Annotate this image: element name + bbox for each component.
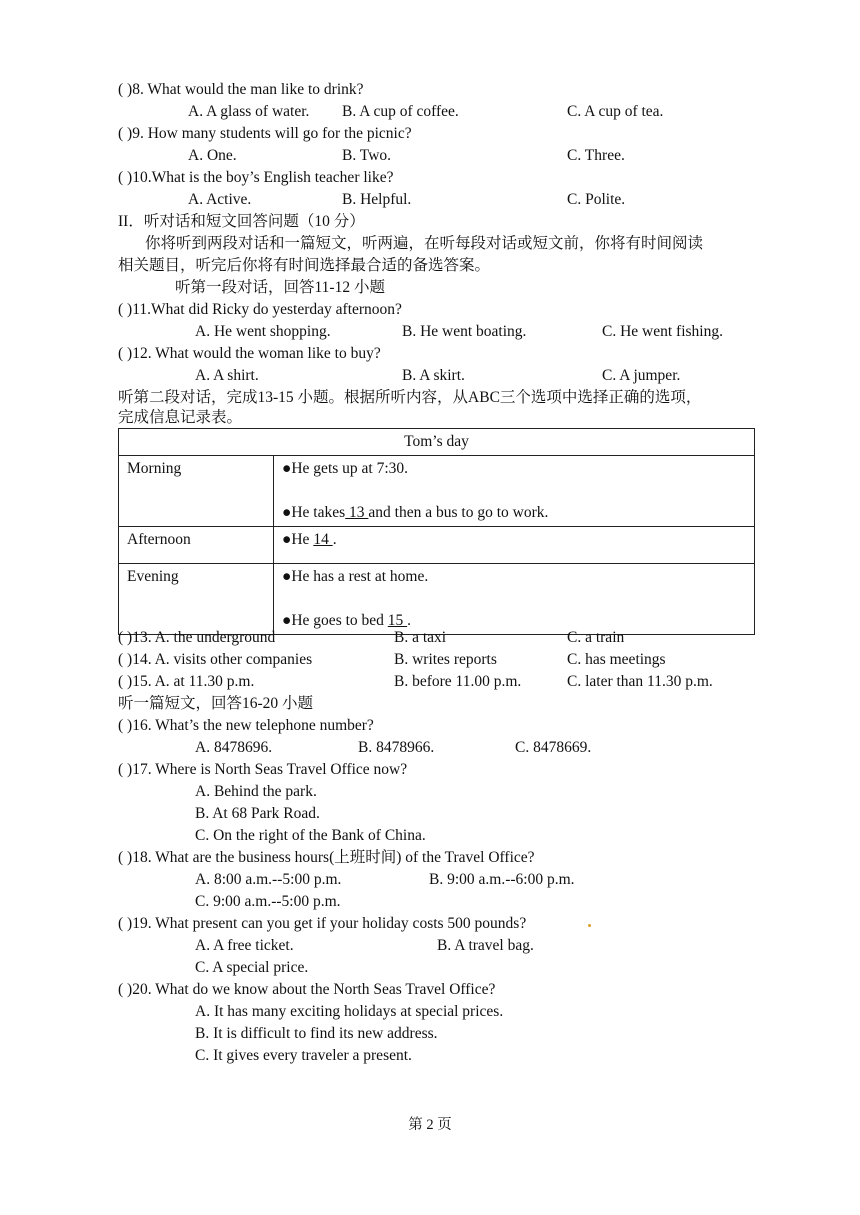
evening-line-1: ●He has a rest at home. xyxy=(282,568,429,585)
morning-cell xyxy=(274,456,755,527)
afternoon-cell xyxy=(274,527,755,564)
q14-option-c: C. has meetings xyxy=(567,651,666,668)
question-11: ( )11.What did Ricky do yesterday afternoon? xyxy=(118,301,402,318)
question-17: ( )17. Where is North Seas Travel Office now? xyxy=(118,761,408,778)
blank-15: 15 xyxy=(387,612,408,629)
q18-option-b: B. 9:00 a.m.--6:00 p.m. xyxy=(429,871,575,888)
row-label-morning: Morning xyxy=(119,456,274,527)
question-10: ( )10.What is the boy’s English teacher like? xyxy=(118,169,394,186)
morning-text: ●He takes xyxy=(282,504,346,521)
q19-option-c: C. A special price. xyxy=(195,959,309,976)
q16-option-a: A. 8478696. xyxy=(195,739,273,756)
mark-dot xyxy=(588,924,591,927)
part-2-heading-1: 听第二段对话，完成13-15 小题。根据所听内容，从ABC三个选项中选择正确的选项， xyxy=(118,389,702,406)
q20-option-b: B. It is difficult to find its new address. xyxy=(195,1025,438,1042)
q8-option-b: B. A cup of coffee. xyxy=(342,103,459,120)
question-20: ( )20. What do we know about the North Seas Travel Office? xyxy=(118,981,496,998)
table-title: Tom’s day xyxy=(119,429,755,456)
part-1-heading: 听第一段对话，回答11-12 小题 xyxy=(175,279,385,296)
q17-option-b: B. At 68 Park Road. xyxy=(195,805,320,822)
q16-option-c: C. 8478669. xyxy=(515,739,592,756)
q9-option-c: C. Three. xyxy=(567,147,625,164)
question-14: ( )14. A. visits other companies xyxy=(118,651,313,668)
afternoon-text: ●He xyxy=(282,531,314,548)
q10-option-c: C. Polite. xyxy=(567,191,626,208)
q18-option-a: A. 8:00 a.m.--5:00 p.m. xyxy=(195,871,342,888)
q11-option-b: B. He went boating. xyxy=(402,323,527,340)
row-label-evening: Evening xyxy=(119,564,274,635)
tom-day-table xyxy=(118,428,755,635)
blank-14: 14 xyxy=(313,531,333,548)
question-18: ( )18. What are the business hours(上班时间) of the Travel Office? xyxy=(118,849,535,866)
part-3-heading: 听一篇短文，回答16-20 小题 xyxy=(118,695,314,712)
blank-13: 13 xyxy=(345,504,369,521)
q11-option-a: A. He went shopping. xyxy=(195,323,331,340)
q8-option-c: C. A cup of tea. xyxy=(567,103,664,120)
q13-option-c: C. a train xyxy=(567,629,625,646)
q20-option-a: A. It has many exciting holidays at special prices. xyxy=(195,1003,504,1020)
q11-option-c: C. He went fishing. xyxy=(602,323,723,340)
question-19: ( )19. What present can you get if your holiday costs 500 pounds? xyxy=(118,915,527,932)
q8-option-a: A. A glass of water. xyxy=(188,103,310,120)
q18-option-c: C. 9:00 a.m.--5:00 p.m. xyxy=(195,893,341,910)
q14-option-b: B. writes reports xyxy=(394,651,497,668)
q17-option-a: A. Behind the park. xyxy=(195,783,317,800)
question-9: ( )9. How many students will go for the picnic? xyxy=(118,125,412,142)
q16-option-b: B. 8478966. xyxy=(358,739,435,756)
morning-line-1: ●He gets up at 7:30. xyxy=(282,460,409,477)
q12-option-a: A. A shirt. xyxy=(195,367,259,384)
section-2-instructions-2: 相关题目，听完后你将有时间选择最合适的备选答案。 xyxy=(118,257,491,274)
q15-option-c: C. later than 11.30 p.m. xyxy=(567,673,713,690)
q13-option-b: B. a taxi xyxy=(394,629,447,646)
q10-option-b: B. Helpful. xyxy=(342,191,412,208)
q12-option-c: C. A jumper. xyxy=(602,367,681,384)
afternoon-text-end: . xyxy=(332,531,337,548)
q17-option-c: C. On the right of the Bank of China. xyxy=(195,827,426,844)
section-2-title: II．听对话和短文回答问题（10 分） xyxy=(118,213,365,230)
question-13: ( )13. A. the underground xyxy=(118,629,276,646)
part-2-heading-2: 完成信息记录表。 xyxy=(118,409,243,426)
row-label-afternoon: Afternoon xyxy=(119,527,274,564)
question-16: ( )16. What’s the new telephone number? xyxy=(118,717,374,734)
q10-option-a: A. Active. xyxy=(188,191,252,208)
question-8: ( )8. What would the man like to drink? xyxy=(118,81,364,98)
q19-option-b: B. A travel bag. xyxy=(437,937,534,954)
evening-cell xyxy=(274,564,755,635)
q12-option-b: B. A skirt. xyxy=(402,367,465,384)
q19-option-a: A. A free ticket. xyxy=(195,937,294,954)
q15-option-b: B. before 11.00 p.m. xyxy=(394,673,522,690)
evening-text-end: . xyxy=(407,612,412,629)
q9-option-a: A. One. xyxy=(188,147,237,164)
section-2-instructions-1: 你将听到两段对话和一篇短文，听两遍，在听每段对话或短文前，你将有时间阅读 xyxy=(145,235,704,252)
question-15: ( )15. A. at 11.30 p.m. xyxy=(118,673,255,690)
q9-option-b: B. Two. xyxy=(342,147,392,164)
question-12: ( )12. What would the woman like to buy? xyxy=(118,345,381,362)
morning-line-2 xyxy=(282,503,746,523)
q20-option-c: C. It gives every traveler a present. xyxy=(195,1047,412,1064)
evening-text: ●He goes to bed xyxy=(282,612,388,629)
page-number: 第 2 页 xyxy=(408,1117,452,1133)
morning-text-end: and then a bus to go to work. xyxy=(368,504,549,521)
evening-line-2 xyxy=(282,611,746,631)
